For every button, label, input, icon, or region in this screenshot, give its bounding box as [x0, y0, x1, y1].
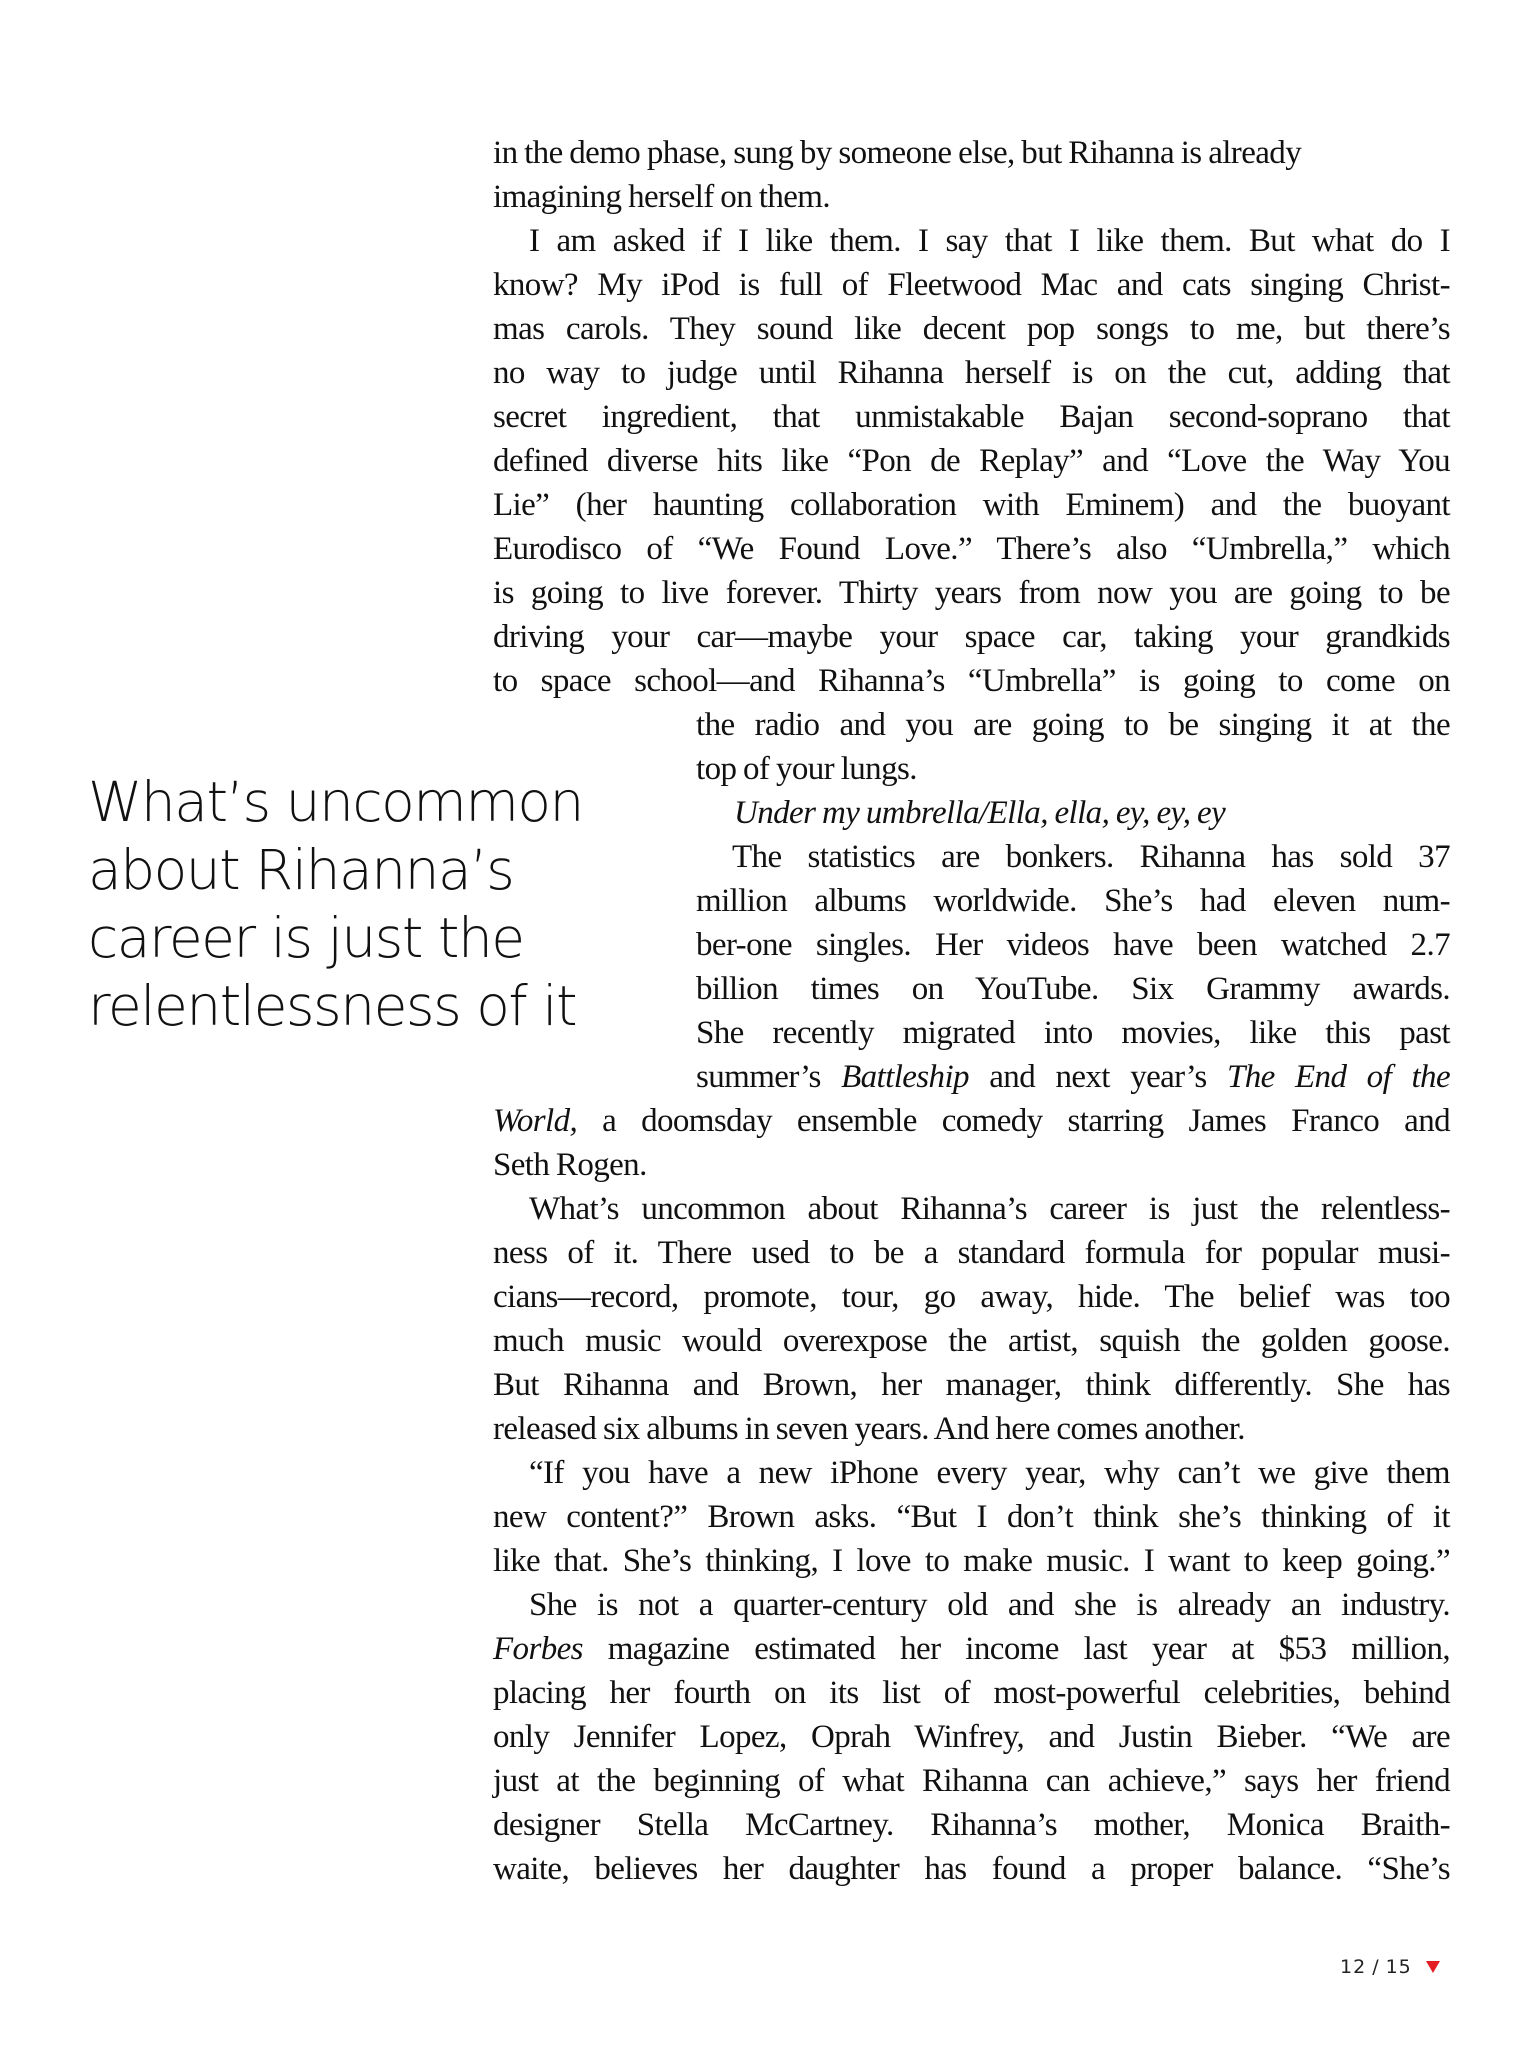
- body-text: magazine estimated her income last year at $53 million,: [582, 1631, 1450, 1667]
- body-line: just at the beginning of what Rihanna can achieve,” says her friend: [493, 1763, 1450, 1799]
- body-line: [493, 1627, 1450, 1671]
- pull-quote-line: What’s uncommon: [88, 770, 583, 834]
- body-line: cians—record, promote, tour, go away, hide. The belief was too: [493, 1279, 1450, 1315]
- movie-title-battleship: Battleship: [841, 1059, 969, 1095]
- body-line: designer Stella McCartney. Rihanna’s mother, Monica Braith-: [493, 1807, 1450, 1843]
- publication-forbes: Forbes: [493, 1631, 583, 1667]
- body-line: only Jennifer Lopez, Oprah Winfrey, and Justin Bieber. “We are: [493, 1719, 1450, 1755]
- total-pages: 15: [1385, 1956, 1412, 1978]
- body-line: driving your car—maybe your space car, taking your grandkids: [493, 619, 1450, 655]
- body-text: a doomsday ensemble comedy starring James Franco and: [577, 1103, 1450, 1139]
- body-line: is going to live forever. Thirty years from now you are going to be: [493, 575, 1450, 611]
- movie-title-end-of-world: World,: [493, 1103, 578, 1139]
- current-page-number: 12: [1340, 1956, 1367, 1978]
- body-line: The statistics are bonkers. Rihanna has sold 37: [732, 839, 1450, 875]
- body-line: top of your lungs.: [696, 751, 917, 787]
- body-line: in the demo phase, sung by someone else, but Rihanna is already: [493, 135, 1302, 171]
- triangle-down-icon[interactable]: [1426, 1961, 1440, 1973]
- body-line: secret ingredient, that unmistakable Bajan second-soprano that: [493, 399, 1450, 435]
- pull-quote-line: relentlessness of it: [88, 974, 577, 1038]
- body-line: She is not a quarter-century old and she is already an industry.: [529, 1587, 1450, 1623]
- body-line: much music would overexpose the artist, squish the golden goose.: [493, 1323, 1450, 1359]
- body-line: mas carols. They sound like decent pop songs to me, but there’s: [493, 311, 1450, 347]
- body-line: [696, 1055, 1450, 1099]
- body-line: released six albums in seven years. And here comes another.: [493, 1411, 1245, 1447]
- body-line: ness of it. There used to be a standard formula for popular musi-: [493, 1235, 1450, 1271]
- body-line: like that. She’s thinking, I love to make music. I want to keep going.”: [493, 1543, 1450, 1579]
- body-line: imagining herself on them.: [493, 179, 830, 215]
- body-line: waite, believes her daughter has found a proper balance. “She’s: [493, 1851, 1450, 1887]
- body-line: new content?” Brown asks. “But I don’t think she’s thinking of it: [493, 1499, 1450, 1535]
- body-line: billion times on YouTube. Six Grammy awards.: [696, 971, 1450, 1007]
- body-line: “If you have a new iPhone every year, why can’t we give them: [529, 1455, 1450, 1491]
- body-line: know? My iPod is full of Fleetwood Mac and cats singing Christ-: [493, 267, 1450, 303]
- body-text: summer’s: [696, 1059, 842, 1095]
- body-line: But Rihanna and Brown, her manager, think differently. She has: [493, 1367, 1450, 1403]
- body-line: the radio and you are going to be singing it at the: [696, 707, 1450, 743]
- body-line: defined diverse hits like “Pon de Replay” and “Love the Way You: [493, 443, 1450, 479]
- body-text: and next year’s: [968, 1059, 1227, 1095]
- body-line: to space school—and Rihanna’s “Umbrella” is going to come on: [493, 663, 1450, 699]
- body-line: placing her fourth on its list of most-powerful celebrities, behind: [493, 1675, 1450, 1711]
- pull-quote-line: about Rihanna’s: [88, 838, 514, 902]
- body-line: ber-one singles. Her videos have been watched 2.7: [696, 927, 1450, 963]
- pull-quote: [88, 768, 648, 1040]
- movie-title-end-of-world: The End of the: [1226, 1059, 1451, 1095]
- body-line: She recently migrated into movies, like this past: [696, 1015, 1450, 1051]
- body-line: [493, 1099, 1450, 1143]
- body-line: Seth Rogen.: [493, 1147, 647, 1183]
- body-line: Eurodisco of “We Found Love.” There’s also “Umbrella,” which: [493, 531, 1450, 567]
- page-separator: /: [1372, 1956, 1380, 1978]
- lyric-line: Under my umbrella/Ella, ella, ey, ey, ey: [734, 795, 1226, 831]
- pull-quote-line: career is just the: [88, 906, 524, 970]
- page-indicator: [1340, 1955, 1440, 1979]
- body-line: Lie” (her haunting collaboration with Eminem) and the buoyant: [493, 487, 1450, 523]
- body-line: million albums worldwide. She’s had eleven num-: [696, 883, 1450, 919]
- body-line: I am asked if I like them. I say that I like them. But what do I: [529, 223, 1450, 259]
- body-line: What’s uncommon about Rihanna’s career is just the relentless-: [529, 1191, 1450, 1227]
- body-line: no way to judge until Rihanna herself is on the cut, adding that: [493, 355, 1450, 391]
